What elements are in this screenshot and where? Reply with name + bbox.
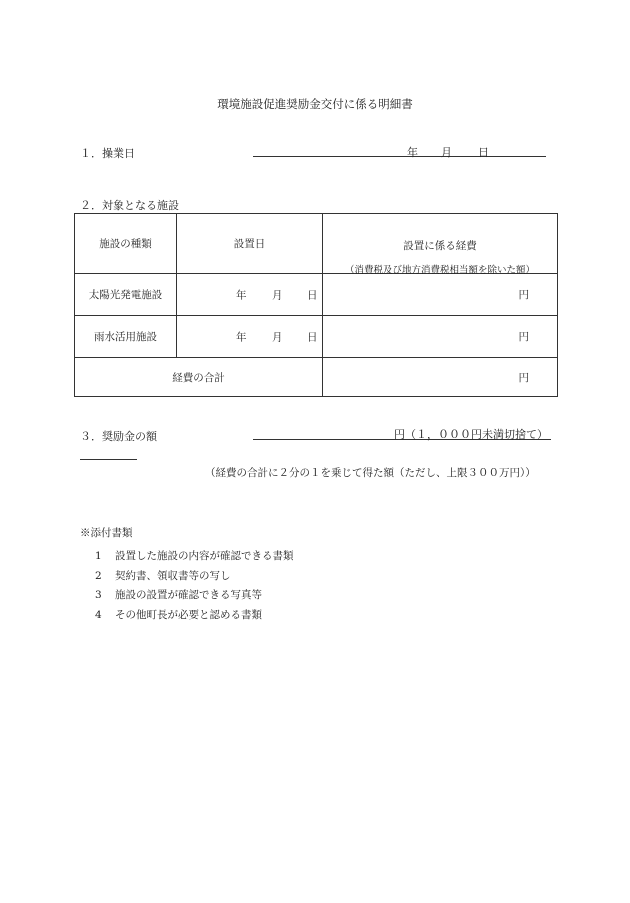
attachment-number: 1 [95,550,102,562]
total-cost-label: 経費の合計 [75,358,323,397]
table-row-solar [75,274,558,316]
attachment-text: 施設の設置が確認できる写真等 [115,589,262,601]
facilities-table [74,213,558,397]
operation-date-day: 日 [478,146,489,159]
solar-year: 年 [236,289,247,301]
incentive-amount-text: 円（１，０００円未満切捨て） [394,428,548,441]
attachment-number: 2 [95,570,102,582]
attachment-item [95,548,294,563]
attachment-item [95,587,262,602]
install-date-solar[interactable] [177,274,323,316]
solar-month: 月 [272,289,283,301]
divider-line [80,447,137,460]
attachment-item [95,568,231,583]
operation-date-month: 月 [441,146,452,159]
solar-day: 日 [307,289,318,301]
attachment-text: その他町長が必要と認める書類 [115,609,262,621]
incentive-calc-note: （経費の合計に２分の１を乗じて得た額（ただし、上限３００万円）） [205,467,536,479]
table-header-row [75,214,558,274]
facility-type-solar: 太陽光発電施設 [75,274,177,316]
rainwater-day: 日 [307,331,318,343]
operation-date-field[interactable] [253,144,546,157]
table-row-rainwater [75,316,558,358]
document-title: 環境施設促進奨励金交付に係る明細書 [217,97,413,111]
header-install-cost [323,214,558,274]
operation-date-year: 年 [407,146,418,159]
attachment-text: 契約書、領収書等の写し [115,570,231,582]
rainwater-month: 月 [272,331,283,343]
attachment-item [95,607,262,622]
attachment-text: 設置した施設の内容が確認できる書類 [115,550,294,562]
attachment-number: 3 [95,589,102,601]
header-facility-type: 施設の種類 [75,214,177,274]
install-date-rainwater[interactable] [177,316,323,358]
total-cost[interactable]: 円 [323,358,558,397]
cost-solar[interactable]: 円 [323,274,558,316]
operation-date-label: １．操業日 [80,147,135,160]
incentive-amount-label: ３．奨励金の額 [80,430,157,443]
header-cost-note: （消費税及び地方消費税相当額を除いた額） [344,265,535,276]
header-install-date: 設置日 [177,214,323,274]
header-cost-title: 設置に係る経費 [403,240,477,252]
rainwater-year: 年 [236,331,247,343]
facility-type-rainwater: 雨水活用施設 [75,316,177,358]
cost-rainwater[interactable]: 円 [323,316,558,358]
attachment-number: 4 [95,609,102,621]
attachments-heading: ※添付書類 [80,527,133,539]
table-row-total [75,358,558,397]
facilities-section-label: ２．対象となる施設 [80,199,179,212]
